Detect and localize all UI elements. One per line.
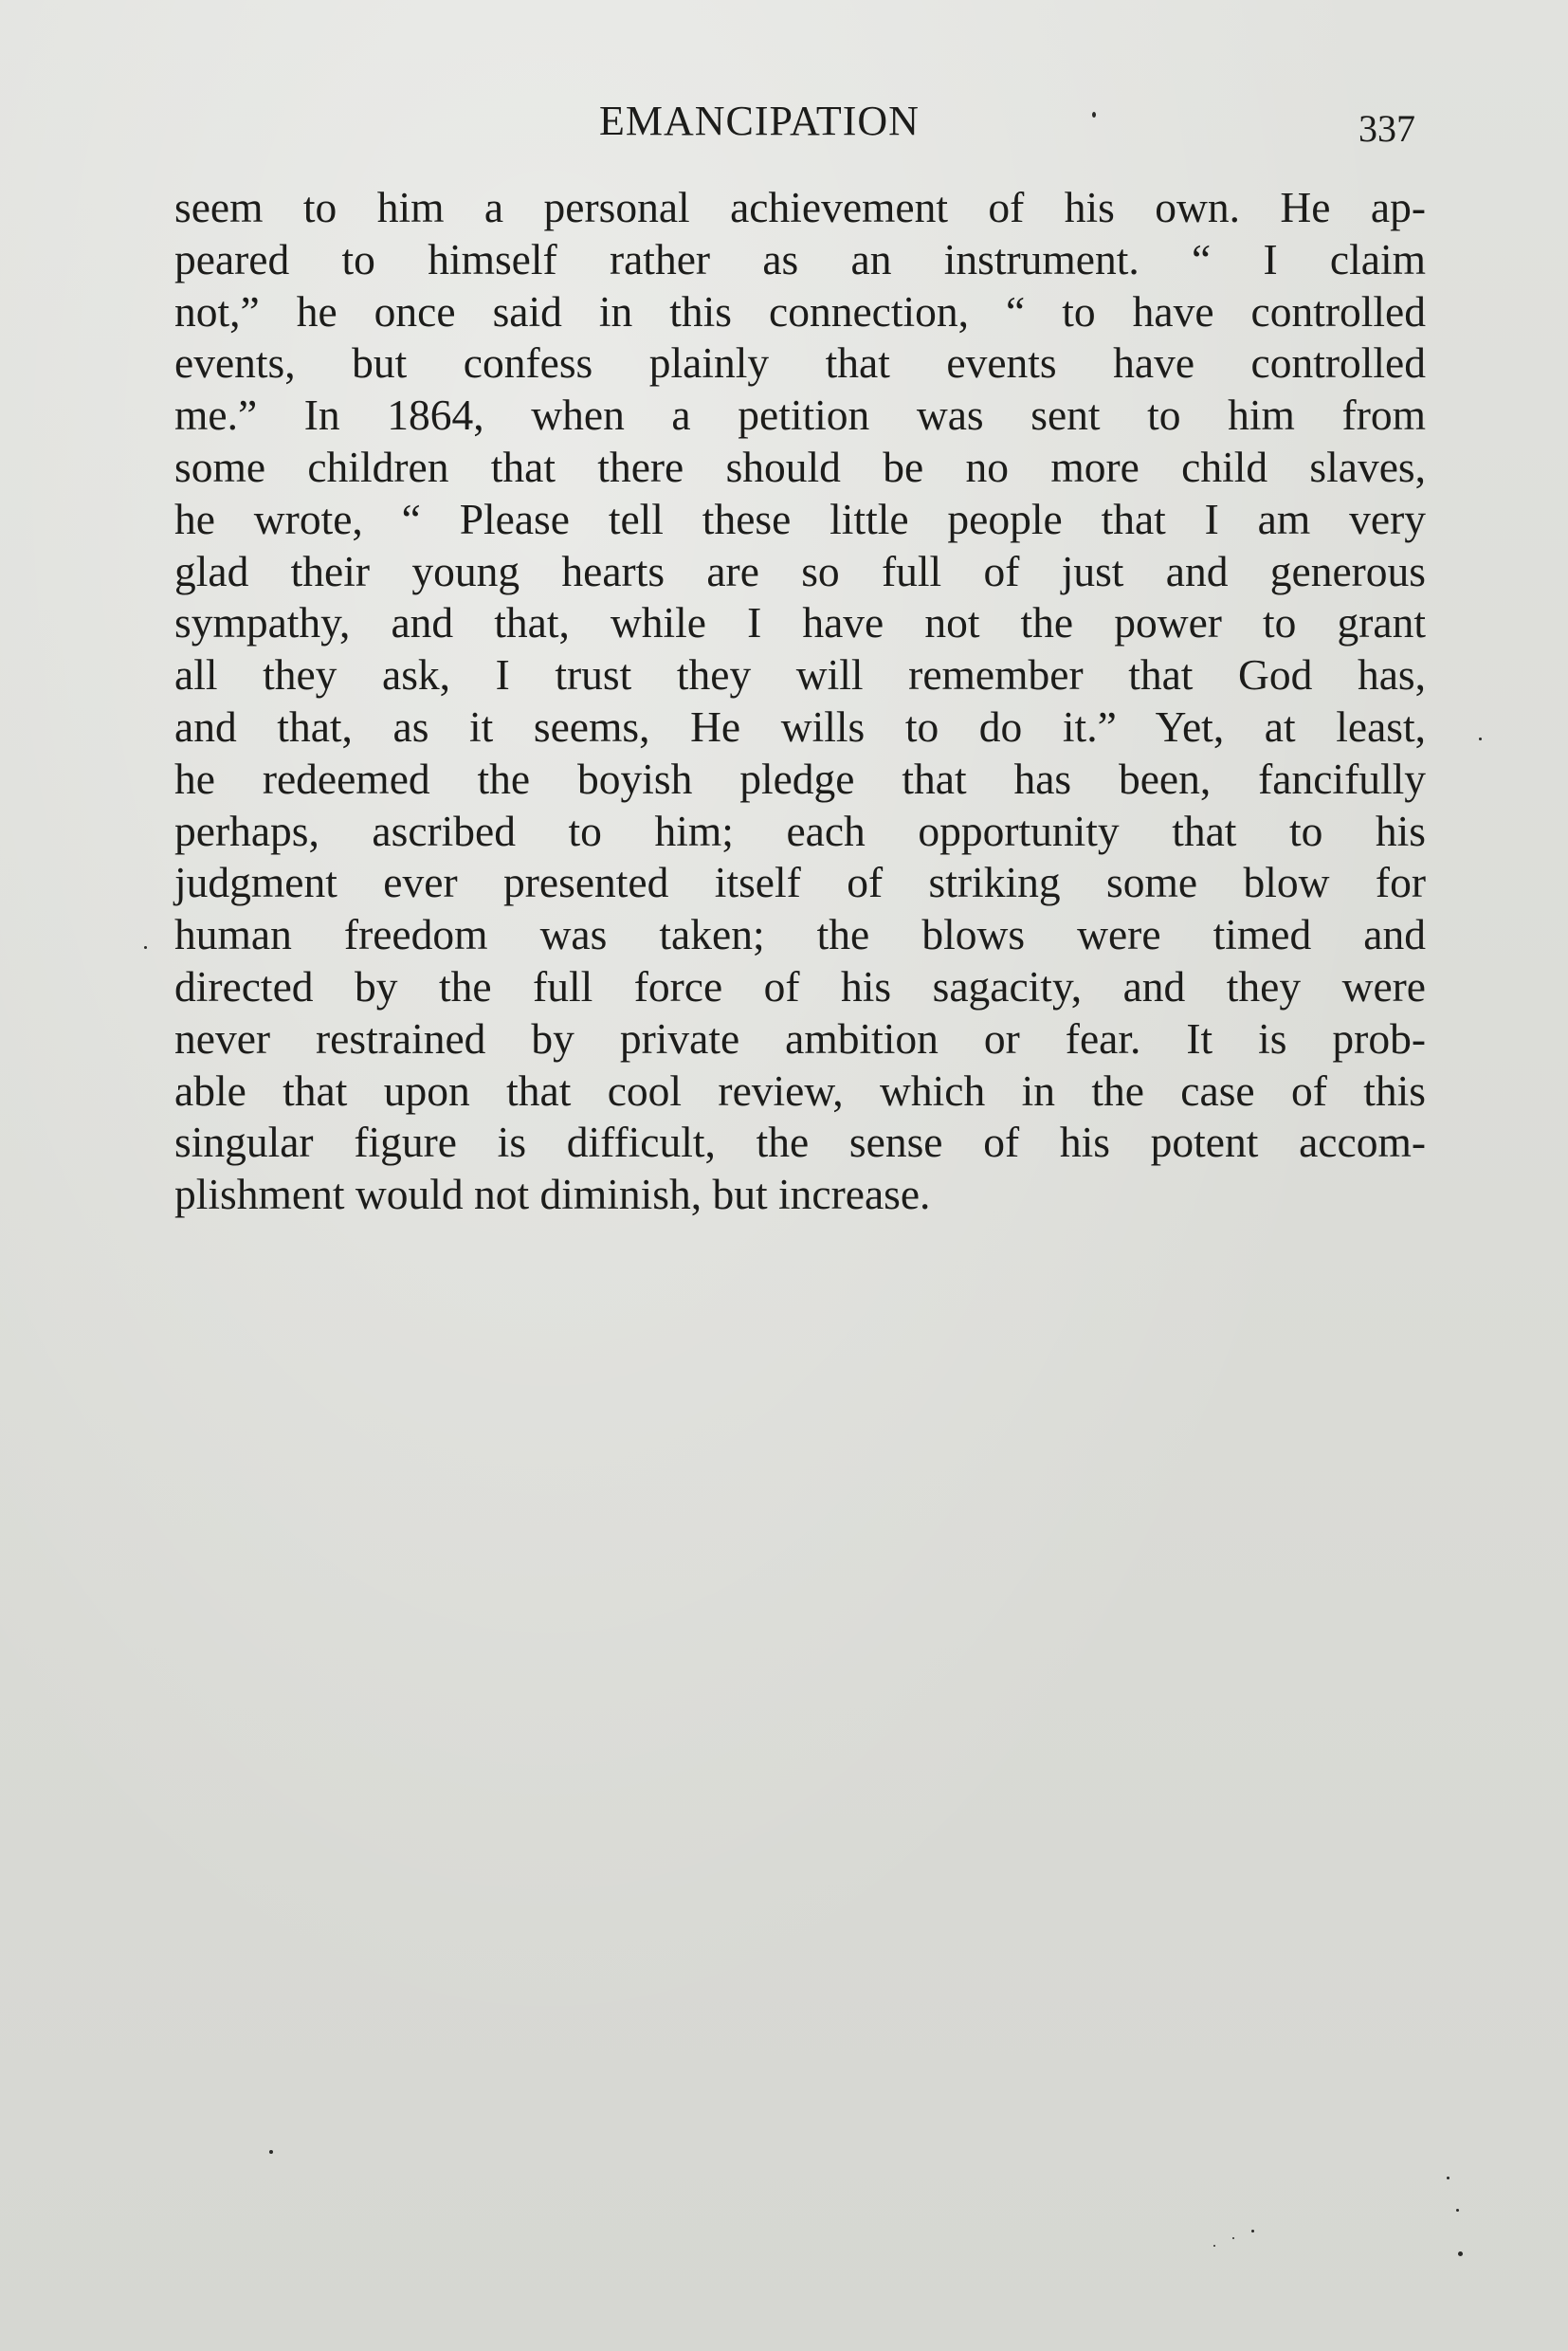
- text-line: directed by the full force of his sagacity, and they were: [174, 961, 1426, 1011]
- paper-speck: [144, 946, 147, 949]
- text-line: judgment ever presented itself of striking some blow for: [174, 858, 1426, 907]
- text-line: plishment would not diminish, but increase.: [174, 1170, 931, 1219]
- text-line: able that upon that cool review, which in the case of this: [174, 1066, 1426, 1115]
- paper-speck: [1479, 738, 1482, 740]
- page-number: 337: [1358, 107, 1415, 150]
- paper-speck: [269, 2150, 273, 2154]
- paper-speck: [1447, 2177, 1449, 2179]
- paper-speck: [1456, 2209, 1459, 2212]
- text-line: me.” In 1864, when a petition was sent to him from: [174, 391, 1426, 440]
- text-line: never restrained by private ambition or fear. It is prob-: [174, 1013, 1426, 1063]
- text-line: singular figure is difficult, the sense of his potent accom-: [174, 1118, 1426, 1167]
- paper-speck: [1251, 2230, 1254, 2233]
- paper-speck: [1458, 2251, 1463, 2256]
- running-head: [0, 93, 1568, 150]
- running-title: EMANCIPATION: [599, 98, 920, 144]
- text-line: he redeemed the boyish pledge that has been, fancifully: [174, 754, 1426, 803]
- text-line: some children that there should be no more child slaves,: [174, 442, 1426, 491]
- text-line: peared to himself rather as an instrument. “ I claim: [174, 234, 1426, 283]
- text-line: and that, as it seems, He wills to do it.” Yet, at least,: [174, 702, 1426, 751]
- paper-speck: [1213, 2245, 1215, 2247]
- text-line: events, but confess plainly that events have controlled: [174, 338, 1426, 388]
- text-line: glad their young hearts are so full of just and generous: [174, 546, 1426, 595]
- text-line: all they ask, I trust they will remember that God has,: [174, 650, 1426, 700]
- body-paragraph: [174, 182, 1426, 1221]
- text-line: human freedom was taken; the blows were timed and: [174, 910, 1426, 959]
- text-line: sympathy, and that, while I have not the power to grant: [174, 598, 1426, 647]
- text-line: not,” he once said in this connection, “ to have controlled: [174, 286, 1426, 336]
- paper-speck: [1232, 2237, 1234, 2239]
- paper-speck: [1092, 112, 1096, 118]
- text-line: seem to him a personal achievement of his own. He ap-: [174, 183, 1426, 231]
- text-line: perhaps, ascribed to him; each opportunity that to his: [174, 806, 1426, 855]
- text-line: he wrote, “ Please tell these little people that I am very: [174, 494, 1426, 543]
